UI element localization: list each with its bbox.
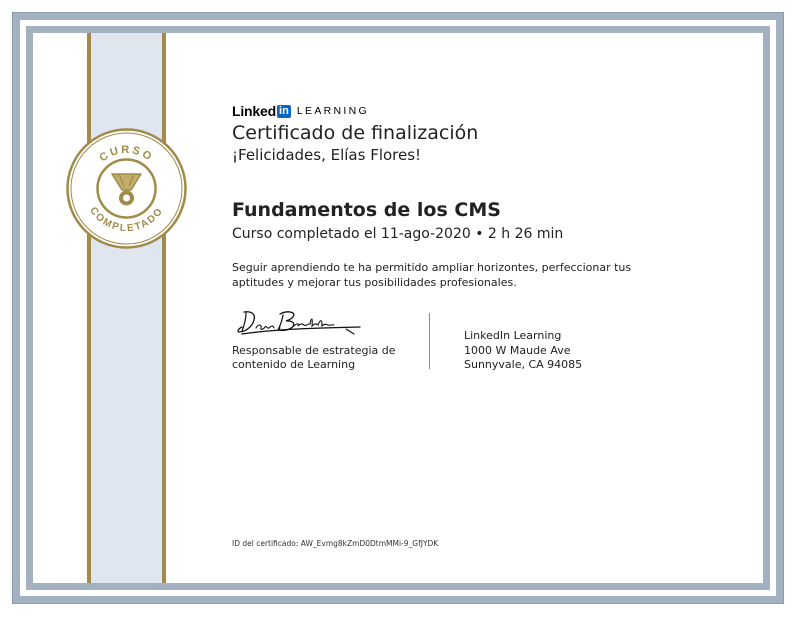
- certificate-body-text: Seguir aprendiendo te ha permitido ampliar horizontes, perfeccionar tus aptitudes y mejorar tus posibilidades profesionales.: [232, 261, 632, 289]
- congratulations-text: ¡Felicidades, Elías Flores!: [232, 146, 422, 164]
- course-name: Fundamentos de los CMS: [232, 199, 501, 221]
- logo-learning-text: LEARNING: [296, 105, 370, 117]
- address-line-3: Sunnyvale, CA 94085: [464, 358, 583, 371]
- seal-top-text: CURSO: [97, 144, 156, 165]
- ribbon-line-left: [87, 33, 91, 583]
- address-block: [464, 329, 582, 373]
- address-line-1: LinkedIn Learning: [464, 329, 562, 342]
- certificate-title: Certificado de finalización: [232, 122, 479, 144]
- signature-divider: [429, 313, 430, 369]
- certificate-id: ID del certificado: AW_Evmg8kZmD0DtmMMi-9_GfJYDK: [232, 539, 439, 548]
- course-completed-seal: [66, 128, 187, 249]
- seal-bottom-text: COMPLETADO: [87, 205, 166, 235]
- linkedin-learning-logo: [232, 104, 369, 118]
- signature-image: [236, 308, 364, 340]
- ribbon-line-right: [162, 33, 166, 583]
- address-line-2: 1000 W Maude Ave: [464, 343, 571, 357]
- logo-linked-text: Linked: [232, 103, 276, 119]
- signer-role: Responsable de estrategia de contenido de Learning: [232, 344, 396, 371]
- completion-details: Curso completado el 11-ago-2020 • 2 h 26 min: [232, 226, 564, 242]
- ribbon: [87, 33, 166, 583]
- logo-in-badge: in: [277, 105, 291, 118]
